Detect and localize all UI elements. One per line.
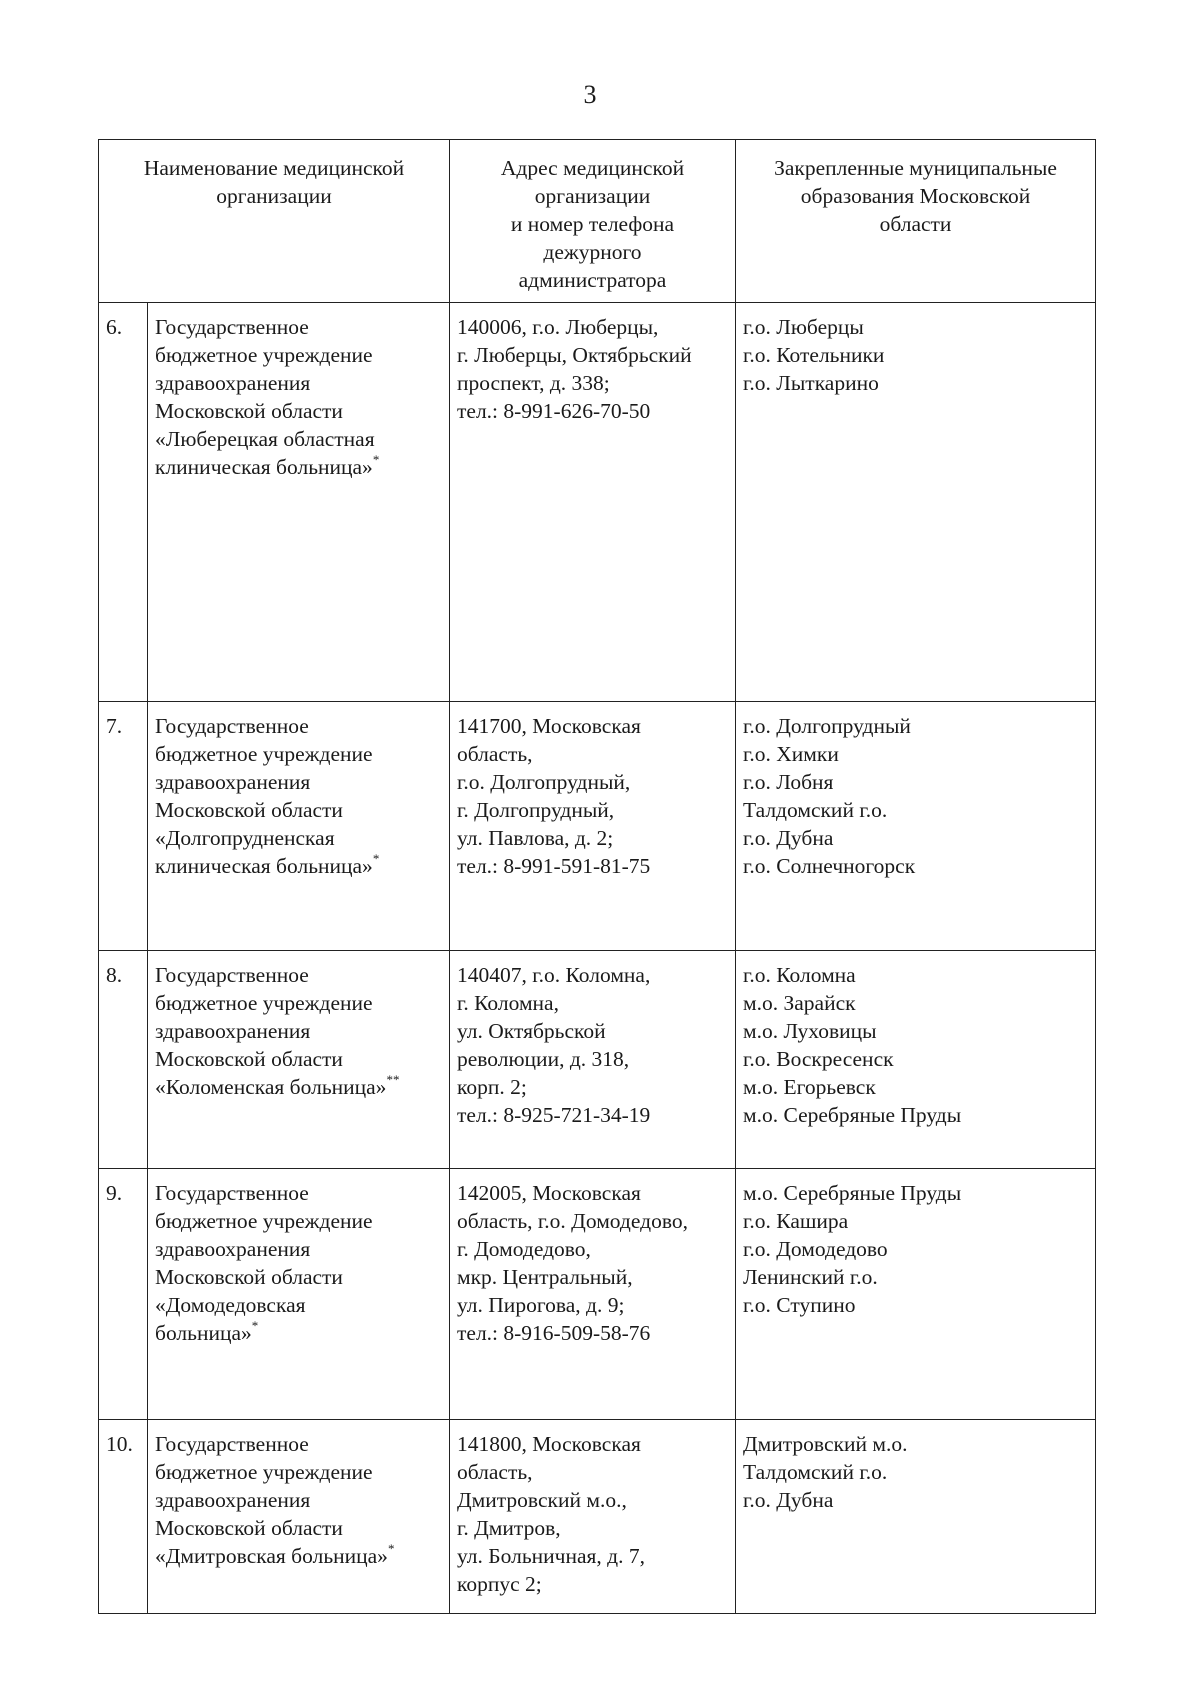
organization-name — [148, 1169, 450, 1420]
cell-line: г.о. Лобня — [743, 770, 834, 794]
organization-name — [148, 951, 450, 1169]
organization-name — [148, 1420, 450, 1614]
cell-line: г. Люберцы, Октябрьский — [457, 343, 692, 367]
table-row — [99, 1420, 1096, 1614]
cell-line: Государственное — [155, 315, 309, 339]
header-organization-address — [450, 140, 736, 303]
cell-line: м.о. Серебряные Пруды — [743, 1103, 962, 1127]
cell-line: Государственное — [155, 714, 309, 738]
cell-line: 141700, Московская — [457, 714, 641, 738]
cell-line: бюджетное учреждение — [155, 343, 373, 367]
cell-line: Московской области — [155, 1516, 343, 1540]
organization-address — [450, 303, 736, 702]
organization-name — [148, 702, 450, 951]
cell-line: области — [879, 212, 952, 236]
cell-line: г.о. Коломна — [743, 963, 856, 987]
cell-line: тел.: 8-991-626-70-50 — [457, 399, 651, 423]
cell-line: «Коломенская больница»** — [155, 1071, 400, 1099]
cell-line: Дмитровский м.о., — [457, 1488, 627, 1512]
cell-line: корпус 2; — [457, 1572, 542, 1596]
cell-line: г.о. Химки — [743, 742, 839, 766]
table-header-row — [99, 140, 1096, 303]
cell-line: г.о. Кашира — [743, 1209, 849, 1233]
cell-line: 140006, г.о. Люберцы, — [457, 315, 659, 339]
cell-line: Ленинский г.о. — [743, 1265, 878, 1289]
cell-line: г. Долгопрудный, — [457, 798, 615, 822]
cell-line: больница»* — [155, 1317, 259, 1345]
footnote-marker: * — [372, 451, 380, 467]
hospital-assignment-table — [98, 139, 1096, 1614]
footnote-marker: * — [251, 1317, 259, 1333]
cell-line: г. Дмитров, — [457, 1516, 561, 1540]
row-number: 6. — [99, 303, 148, 702]
cell-line: проспект, д. 338; — [457, 371, 610, 395]
cell-line: г.о. Люберцы — [743, 315, 864, 339]
cell-line: здравоохранения — [155, 770, 311, 794]
cell-line: ул. Павлова, д. 2; — [457, 826, 614, 850]
cell-line: здравоохранения — [155, 1488, 311, 1512]
cell-line: организации — [534, 184, 651, 208]
cell-line: область, — [457, 1460, 533, 1484]
table-row — [99, 951, 1096, 1169]
organization-address — [450, 951, 736, 1169]
table-row — [99, 303, 1096, 702]
cell-line: Московской области — [155, 399, 343, 423]
cell-line: Талдомский г.о. — [743, 1460, 888, 1484]
cell-line: здравоохранения — [155, 1019, 311, 1043]
cell-line: 141800, Московская — [457, 1432, 641, 1456]
row-number: 8. — [99, 951, 148, 1169]
cell-line: бюджетное учреждение — [155, 742, 373, 766]
cell-line: «Домодедовская — [155, 1293, 306, 1317]
cell-line: г.о. Дубна — [743, 1488, 834, 1512]
cell-line: г.о. Ступино — [743, 1293, 856, 1317]
cell-line: Государственное — [155, 1432, 309, 1456]
row-number: 10. — [99, 1420, 148, 1614]
cell-line: здравоохранения — [155, 1237, 311, 1261]
cell-line: г.о. Солнечногорск — [743, 854, 916, 878]
cell-line: г.о. Домодедово — [743, 1237, 888, 1261]
cell-line: революции, д. 318, — [457, 1047, 630, 1071]
cell-line: Государственное — [155, 1181, 309, 1205]
assigned-municipalities — [736, 303, 1096, 702]
cell-line: г.о. Лыткарино — [743, 371, 879, 395]
cell-line: дежурного — [543, 240, 642, 264]
cell-line: Адрес медицинской — [500, 156, 685, 180]
organization-address — [450, 1169, 736, 1420]
cell-line: «Люберецкая областная — [155, 427, 375, 451]
cell-line: и номер телефона — [510, 212, 675, 236]
cell-line: Московской области — [155, 798, 343, 822]
cell-line: Дмитровский м.о. — [743, 1432, 908, 1456]
cell-line: г. Домодедово, — [457, 1237, 591, 1261]
assigned-municipalities — [736, 1420, 1096, 1614]
cell-line: ул. Октябрьской — [457, 1019, 606, 1043]
cell-line: г.о. Котельники — [743, 343, 885, 367]
footnote-marker: * — [372, 850, 380, 866]
page-number: 3 — [583, 80, 597, 109]
cell-line: бюджетное учреждение — [155, 991, 373, 1015]
cell-line: область, г.о. Домодедово, — [457, 1209, 688, 1233]
cell-line: м.о. Луховицы — [743, 1019, 877, 1043]
row-number: 9. — [99, 1169, 148, 1420]
footnote-marker: * — [387, 1540, 395, 1556]
cell-line: Московской области — [155, 1047, 343, 1071]
cell-line: г.о. Воскресенск — [743, 1047, 894, 1071]
header-assigned-municipalities — [736, 140, 1096, 303]
cell-line: г.о. Долгопрудный, — [457, 770, 631, 794]
header-organization-name — [99, 140, 450, 303]
cell-line: мкр. Центральный, — [457, 1265, 633, 1289]
cell-line: клиническая больница»* — [155, 850, 380, 878]
organization-address — [450, 1420, 736, 1614]
cell-line: Московской области — [155, 1265, 343, 1289]
cell-line: здравоохранения — [155, 371, 311, 395]
cell-line: «Дмитровская больница»* — [155, 1540, 395, 1568]
assigned-municipalities — [736, 1169, 1096, 1420]
cell-line: м.о. Егорьевск — [743, 1075, 876, 1099]
table-row — [99, 702, 1096, 951]
cell-line: организации — [216, 184, 332, 208]
assigned-municipalities — [736, 702, 1096, 951]
cell-line: клиническая больница»* — [155, 451, 380, 479]
cell-line: администратора — [518, 268, 667, 292]
assigned-municipalities — [736, 951, 1096, 1169]
cell-line: «Долгопрудненская — [155, 826, 335, 850]
cell-line: г. Коломна, — [457, 991, 559, 1015]
cell-line: корп. 2; — [457, 1075, 527, 1099]
cell-line: ул. Больничная, д. 7, — [457, 1544, 645, 1568]
table-row — [99, 1169, 1096, 1420]
cell-line: бюджетное учреждение — [155, 1209, 373, 1233]
cell-line: 140407, г.о. Коломна, — [457, 963, 651, 987]
cell-line: образования Московской — [800, 184, 1031, 208]
cell-line: г.о. Дубна — [743, 826, 834, 850]
cell-line: тел.: 8-991-591-81-75 — [457, 854, 651, 878]
cell-line: Наименование медицинской — [143, 156, 405, 180]
cell-line: тел.: 8-925-721-34-19 — [457, 1103, 651, 1127]
footnote-marker: ** — [386, 1071, 400, 1087]
organization-address — [450, 702, 736, 951]
cell-line: бюджетное учреждение — [155, 1460, 373, 1484]
cell-line: м.о. Серебряные Пруды — [743, 1181, 962, 1205]
cell-line: область, — [457, 742, 533, 766]
cell-line: ул. Пирогова, д. 9; — [457, 1293, 625, 1317]
cell-line: 142005, Московская — [457, 1181, 641, 1205]
cell-line: тел.: 8-916-509-58-76 — [457, 1321, 651, 1345]
cell-line: г.о. Долгопрудный — [743, 714, 911, 738]
cell-line: Закрепленные муниципальные — [774, 156, 1057, 180]
cell-line: м.о. Зарайск — [743, 991, 856, 1015]
cell-line: Талдомский г.о. — [743, 798, 888, 822]
cell-line: Государственное — [155, 963, 309, 987]
organization-name — [148, 303, 450, 702]
row-number: 7. — [99, 702, 148, 951]
